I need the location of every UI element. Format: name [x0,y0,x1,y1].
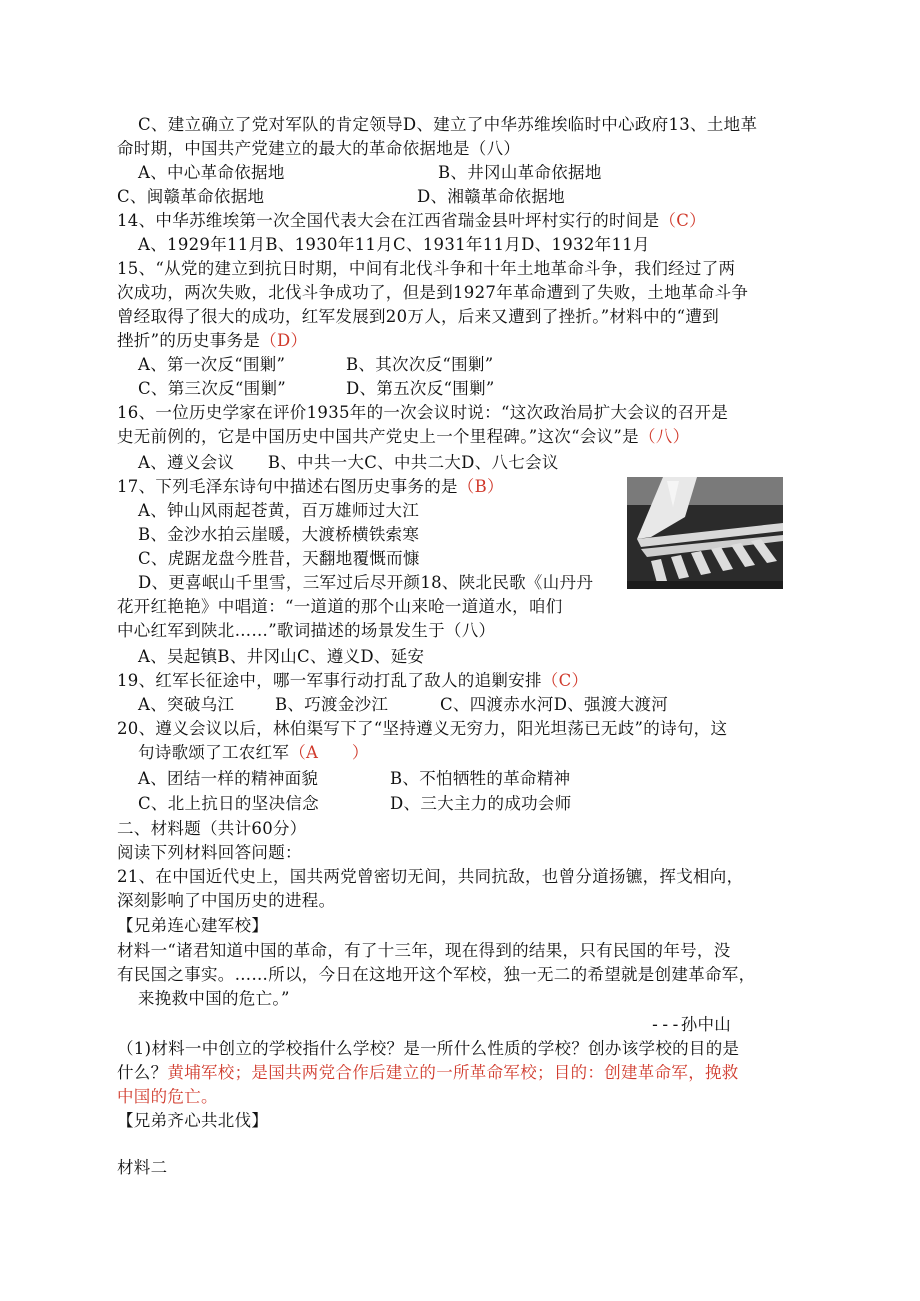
option-c: C、北上抗日的坚决信念 [138,794,319,813]
material-two: 材料二 [117,1158,168,1177]
text-line: 曾经取得了很大的成功，红军发展到20万人，后来又遭到了挫折。”材料中的“遭到 [117,307,720,326]
question-21: 21、在中国近代史上，国共两党曾密切无间，共同抗敌，也曾分道扬镳，挥戈相向， [117,867,744,886]
text-line: 深刻影响了中国历史的进程。 [117,891,336,910]
option-a: A、钟山风雨起苍黄，百万雄师过大江 [138,501,420,520]
question-18: 花开红艳艳》中唱道：“一道道的那个山来呛一道道水，咱们 [117,597,563,616]
text-line: 史无前例的，它是中国历史中国共产党史上一个里程碑。”这次“会议”是（八） [117,427,690,446]
options-14: A、1929年11月B、1930年11月C、1931年11月D、1932年11月 [138,235,650,254]
option-d: D、湘赣革命依据地 [417,187,565,206]
answer-mark: （C） [541,671,589,690]
question-21-1: （1)材料一中创立的学校指什么学校？是一所什么性质的学校？创办该学校的目的是 [117,1039,740,1058]
options-16: A、遵义会议 B、中共一大C、中共二大D、八七会议 [138,453,559,472]
option-d: D、三大主力的成功会师 [390,794,572,813]
option-b: B、不怕牺牲的革命精神 [390,769,571,788]
option-b: B、井冈山革命依据地 [438,163,602,182]
question-19: 19、红军长征途中，哪一军事行动打乱了敌人的追剿安排（C） [117,671,589,690]
subheading: 【兄弟齐心共北伐】 [117,1111,269,1130]
option-b: B、金沙水拍云崖暖，大渡桥横铁索寒 [138,525,420,544]
subheading: 【兄弟连心建军校】 [117,916,269,935]
option-c: C、闽赣革命依据地 [117,187,265,206]
question-16: 16、一位历史学家在评价1935年的一次会议时说：“这次政治局扩大会议的召开是 [117,403,729,422]
luding-bridge-photo [627,477,783,589]
text-line: 中心红军到陕北……”歌词描述的场景发生于（八） [117,621,496,640]
question-20: 20、遵义会议以后，林伯渠写下了“坚持遵义无穷力，阳光坦荡已无歧”的诗句，这 [117,719,728,738]
quote-author: ---孙中山 [650,1015,732,1034]
text-line: 什么？黄埔军校；是国共两党合作后建立的一所革命军校；目的：创建革命军，挽救 [117,1063,739,1082]
answer-text: 中国的危亡。 [117,1087,218,1106]
option-c: C、虎踞龙盘今胜昔，天翻地覆慨而慷 [138,549,420,568]
option-a: A、团结一样的精神面貌 [138,769,319,788]
answer-mark: （A ） [289,743,369,762]
instruction: 阅读下列材料回答问题： [117,843,302,862]
question-17: 17、下列毛泽东诗句中描述右图历史事务的是（B） [117,477,504,496]
question-15: 15、“从党的建立到抗日时期，中间有北伐斗争和十年土地革命斗争，我们经过了两 [117,259,736,278]
answer-text: 黄埔军校；是国共两党合作后建立的一所革命军校；目的：创建革命军，挽救 [167,1063,739,1082]
text-line: 有民国之事实。……所以，今日在这地开这个军校，独一无二的希望就是创建革命军， [117,965,756,984]
text-line: 命时期，中国共产党建立的最大的革命依据地是（八） [117,139,521,158]
option-a: A、中心革命依据地 [138,163,285,182]
text-line: 挫折”的历史事务是（D） [117,331,308,350]
material-one: 材料一“诸君知道中国的革命，有了十三年，现在得到的结果，只有民国的年号，没 [117,941,731,960]
text-line: C、建立确立了党对军队的肯定领导D、建立了中华苏维埃临时中心政府13、土地革 [138,115,758,134]
answer-mark: （B） [457,477,504,496]
option-a: A、第一次反“围剿” [138,355,286,374]
option-b: B、巧渡金沙江 [275,695,389,714]
option-c: C、四渡赤水河D、强渡大渡河 [440,695,669,714]
option-d: D、第五次反“围剿” [346,379,495,398]
text-line: 句诗歌颂了工农红军（A ） [138,743,369,762]
text-line: 来挽救中国的危亡。” [138,989,290,1008]
option-b: B、其次次反“围剿” [346,355,494,374]
answer-mark: （D） [260,331,308,350]
answer-mark: （八） [638,427,690,446]
option-c: C、第三次反“围剿” [138,379,286,398]
question-14: 14、中华苏维埃第一次全国代表大会在江西省瑞金县叶坪村实行的时间是（C） [117,211,706,230]
text-line: 次成功，两次失败，北伐斗争成功了，但是到1927年革命遭到了失败，土地革命斗争 [117,283,749,302]
section-heading: 二、材料题（共计60分） [117,819,307,838]
option-a: A、突破乌江 [138,695,235,714]
option-d: D、更喜岷山千里雪，三军过后尽开颜18、陕北民歌《山丹丹 [138,573,594,592]
options-18: A、吴起镇B、井冈山C、遵义D、延安 [138,647,425,666]
answer-mark: （C） [659,211,706,230]
